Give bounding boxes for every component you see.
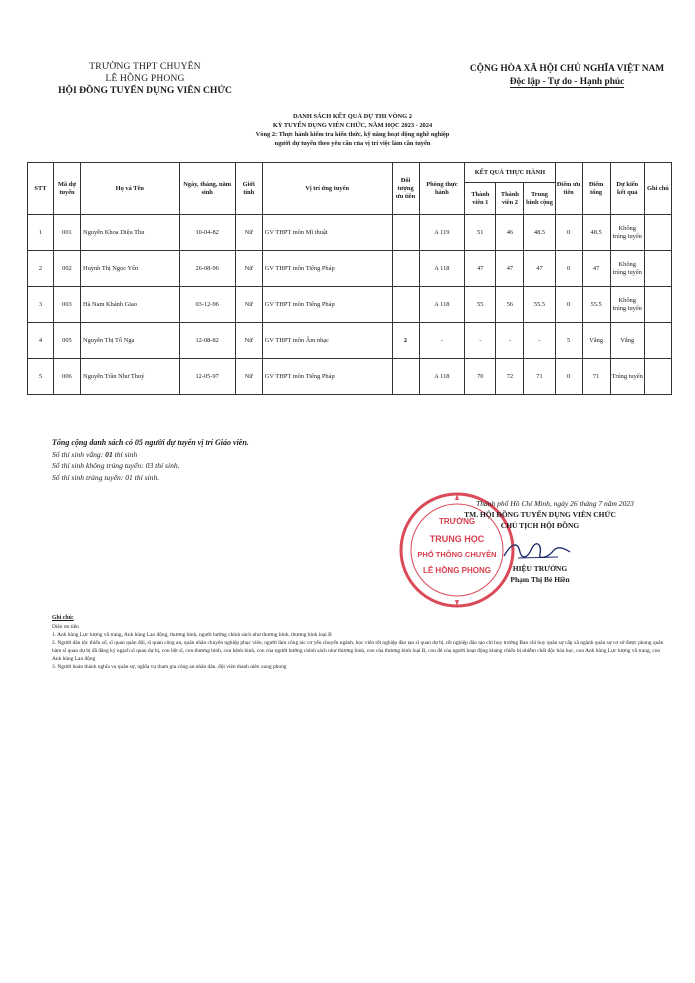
national-header	[452, 63, 682, 88]
cell-ma: 002	[53, 251, 80, 287]
cell-phong: -	[419, 323, 465, 359]
cell-ngay-sinh: 10-04-82	[179, 215, 235, 251]
cell-tv2: 47	[496, 251, 524, 287]
cell-diem-ut: 0	[555, 287, 582, 323]
cell-tv2: -	[496, 323, 524, 359]
signer-title: HIỆU TRƯỞNG	[512, 564, 568, 573]
seal-text-4: LÊ HỒNG PHONG	[422, 566, 492, 575]
summary-total: Tổng cộng danh sách có 05 người dự tuyển vị trí Giáo viên.	[52, 438, 249, 447]
cell-ngay-sinh: 03-12-96	[179, 287, 235, 323]
signer-name: Phạm Thị Bé Hiền	[510, 575, 570, 584]
col-ma: Mã dự tuyển	[53, 163, 80, 215]
school-name-line1: TRƯỜNG THPT CHUYÊN	[89, 62, 201, 72]
title-line3: Vòng 2: Thực hành kiểm tra kiến thức, kỹ năng hoạt động nghề nghiệp	[255, 131, 450, 138]
cell-phong: A 118	[419, 359, 465, 395]
cell-ma: 001	[53, 215, 80, 251]
cell-tv1: 70	[465, 359, 496, 395]
cell-diem-tong: 47	[582, 251, 610, 287]
cell-phong: A 118	[419, 251, 465, 287]
cell-ngay-sinh: 12-05-97	[179, 359, 235, 395]
col-tb: Trung bình cộng	[524, 183, 555, 215]
col-phong: Phòng thực hành	[419, 163, 465, 215]
notes-item-2: 2. Người dân tộc thiểu số, sĩ quan quân đội, sĩ quan công an, quân nhân chuyên nghiệp phục viên, người làm công tác cơ yếu chuyển ngành, học viên tốt nghiệp đào tạo sĩ quan dự bị, tốt nghiệp đào tạo chỉ huy trưởng Ban chỉ huy quân sự cấp xã ngành quân sự cơ sở được phong quân hàm sĩ quan dự bị đã đăng ký ngạch sĩ quan dự bị, con liệt sĩ, con thương binh, con bệnh binh, con của người hưởng chính sách như thương binh, con của thương binh loại B, con đẻ của người hoạt động kháng chiến bị nhiễm chất độc hóa học, con Anh hùng Lực lượng vũ trang, con Anh hùng Lao động	[52, 640, 664, 662]
cell-diem-ut: 0	[555, 359, 582, 395]
cell-ma: 006	[53, 359, 80, 395]
cell-gioi-tinh: Nữ	[235, 287, 262, 323]
cell-stt: 3	[28, 287, 54, 323]
cell-stt: 5	[28, 359, 54, 395]
col-stt: STT	[28, 163, 54, 215]
council-name: HỘI ĐỒNG TUYỂN DỤNG VIÊN CHỨC	[58, 85, 232, 96]
col-tv2: Thành viên 2	[496, 183, 524, 215]
summary-absent-count: 01	[105, 449, 113, 459]
signing-role: CHỦ TỊCH HỘI ĐỒNG	[500, 521, 580, 530]
col-ngay-sinh: Ngày, tháng, năm sinh	[179, 163, 235, 215]
cell-tv1: -	[465, 323, 496, 359]
col-diem-ut: Điểm ưu tiên	[555, 163, 582, 215]
cell-tb: 55.5	[524, 287, 555, 323]
cell-ghi-chu	[644, 323, 671, 359]
cell-ho-ten: Nguyễn Trần Như Thuý	[80, 359, 179, 395]
cell-phong: A 118	[419, 287, 465, 323]
cell-diem-ut: 0	[555, 215, 582, 251]
col-gioi-tinh: Giới tính	[235, 163, 262, 215]
title-line1: DANH SÁCH KẾT QUẢ DỰ THI VÒNG 2	[293, 113, 412, 120]
cell-du-kien: Không trúng tuyển	[610, 251, 644, 287]
cell-tv1: 55	[465, 287, 496, 323]
cell-phong: A 119	[419, 215, 465, 251]
signature-block	[420, 498, 660, 585]
title-line2: KỲ TUYỂN DỤNG VIÊN CHỨC, NĂM HỌC 2023 - 2024	[272, 122, 433, 129]
table-row	[28, 287, 672, 323]
summary-not-pass: Số thí sinh không trúng tuyển: 03 thí sinh.	[52, 461, 180, 470]
cell-ghi-chu	[644, 287, 671, 323]
cell-ngay-sinh: 26-08-96	[179, 251, 235, 287]
col-ket-qua: KẾT QUẢ THỰC HÀNH	[465, 163, 555, 183]
cell-diem-tong: 55.5	[582, 287, 610, 323]
cell-ngay-sinh: 12-08-82	[179, 323, 235, 359]
cell-doi-tuong	[392, 359, 419, 395]
cell-tb: 71	[524, 359, 555, 395]
cell-tb: 48.5	[524, 215, 555, 251]
cell-vi-tri: GV THPT môn Tiếng Pháp	[262, 287, 392, 323]
cell-vi-tri: GV THPT môn Tiếng Pháp	[262, 359, 392, 395]
cell-gioi-tinh: Nữ	[235, 359, 262, 395]
cell-diem-tong: Vắng	[582, 323, 610, 359]
col-du-kien: Dự kiến kết quả	[610, 163, 644, 215]
cell-doi-tuong: 2	[392, 323, 419, 359]
cell-ma: 003	[53, 287, 80, 323]
summary-block	[52, 437, 249, 483]
cell-vi-tri: GV THPT môn Mĩ thuật	[262, 215, 392, 251]
cell-du-kien: Không trúng tuyển	[610, 215, 644, 251]
cell-tv2: 72	[496, 359, 524, 395]
notes-title: Ghi chú:	[52, 615, 74, 621]
seal-text-2: TRUNG HỌC	[429, 534, 485, 544]
col-ho-ten: Họ và Tên	[80, 163, 179, 215]
col-tv1: Thành viên 1	[465, 183, 496, 215]
col-doi-tuong: Đối tượng ưu tiên	[392, 163, 419, 215]
seal-text-3: PHỔ THÔNG CHUYÊN	[417, 550, 497, 559]
table-row	[28, 215, 672, 251]
cell-tb: 47	[524, 251, 555, 287]
cell-ho-ten: Huỳnh Thị Ngọc Yến	[80, 251, 179, 287]
cell-doi-tuong	[392, 251, 419, 287]
cell-ghi-chu	[644, 215, 671, 251]
summary-absent: Số thí sinh vắng: 01 thí sinh	[52, 449, 138, 459]
cell-diem-ut: 5	[555, 323, 582, 359]
results-table	[27, 162, 672, 395]
seal-text-1: TRƯỜNG	[438, 517, 476, 526]
col-diem-tong: Điểm tổng	[582, 163, 610, 215]
col-ghi-chu: Ghi chú	[644, 163, 671, 215]
cell-ho-ten: Hà Nam Khánh Giao	[80, 287, 179, 323]
summary-pass: Số thí sinh trúng tuyển: 01 thí sinh.	[52, 472, 160, 482]
cell-tv2: 46	[496, 215, 524, 251]
cell-ho-ten: Nguyễn Khoa Diệu Thu	[80, 215, 179, 251]
cell-stt: 4	[28, 323, 54, 359]
title-line4: người dự tuyển theo yêu cầu của vị trí việc làm cần tuyển	[274, 140, 431, 147]
cell-du-kien: Trúng tuyển	[610, 359, 644, 395]
handwritten-signature	[498, 538, 578, 564]
cell-du-kien: Vắng	[610, 323, 644, 359]
cell-diem-tong: 48.5	[582, 215, 610, 251]
cell-doi-tuong	[392, 215, 419, 251]
cell-gioi-tinh: Nữ	[235, 251, 262, 287]
cell-tv1: 51	[465, 215, 496, 251]
cell-tv2: 56	[496, 287, 524, 323]
notes-block	[52, 614, 667, 671]
notes-item-3: 3. Người hoàn thành nghĩa vụ quân sự, nghĩa vụ tham gia công an nhân dân, đội viên thanh niên xung phong	[52, 664, 287, 670]
notes-item-1: 1. Anh hùng Lực lượng vũ trang, Anh hùng Lao động, thương binh, người hưởng chính sách như thương binh, thương binh loại B	[52, 632, 332, 638]
motto: Độc lập - Tự do - Hạnh phúc	[509, 76, 625, 87]
cell-doi-tuong	[392, 287, 419, 323]
table-row	[28, 323, 672, 359]
cell-tv1: 47	[465, 251, 496, 287]
cell-vi-tri: GV THPT môn Tiếng Pháp	[262, 251, 392, 287]
summary-total-count: 05	[134, 438, 143, 447]
cell-ma: 005	[53, 323, 80, 359]
table-header-row	[28, 163, 672, 183]
cell-diem-ut: 0	[555, 251, 582, 287]
signing-date: Thành phố Hồ Chí Minh, ngày 26 tháng 7 năm 2023	[476, 499, 634, 508]
cell-ghi-chu	[644, 359, 671, 395]
cell-gioi-tinh: Nữ	[235, 323, 262, 359]
notes-intro: Diện ưu tiên	[52, 624, 79, 630]
cell-vi-tri: GV THPT môn Âm nhạc	[262, 323, 392, 359]
table-row	[28, 251, 672, 287]
issuer-block	[40, 61, 250, 97]
cell-diem-tong: 71	[582, 359, 610, 395]
country-name: CỘNG HÒA XÃ HỘI CHỦ NGHĨA VIỆT NAM	[469, 64, 665, 74]
cell-du-kien: Không trúng tuyển	[610, 287, 644, 323]
signing-org: TM. HỘI ĐỒNG TUYỂN DỤNG VIÊN CHỨC	[464, 510, 616, 519]
school-name-line2: LÊ HỒNG PHONG	[105, 74, 185, 84]
table-row	[28, 359, 672, 395]
cell-stt: 2	[28, 251, 54, 287]
cell-ho-ten: Nguyễn Thị Tố Nga	[80, 323, 179, 359]
cell-stt: 1	[28, 215, 54, 251]
cell-gioi-tinh: Nữ	[235, 215, 262, 251]
cell-ghi-chu	[644, 251, 671, 287]
document-title	[160, 112, 545, 148]
cell-tb: -	[524, 323, 555, 359]
col-vi-tri: Vị trí ứng tuyển	[262, 163, 392, 215]
